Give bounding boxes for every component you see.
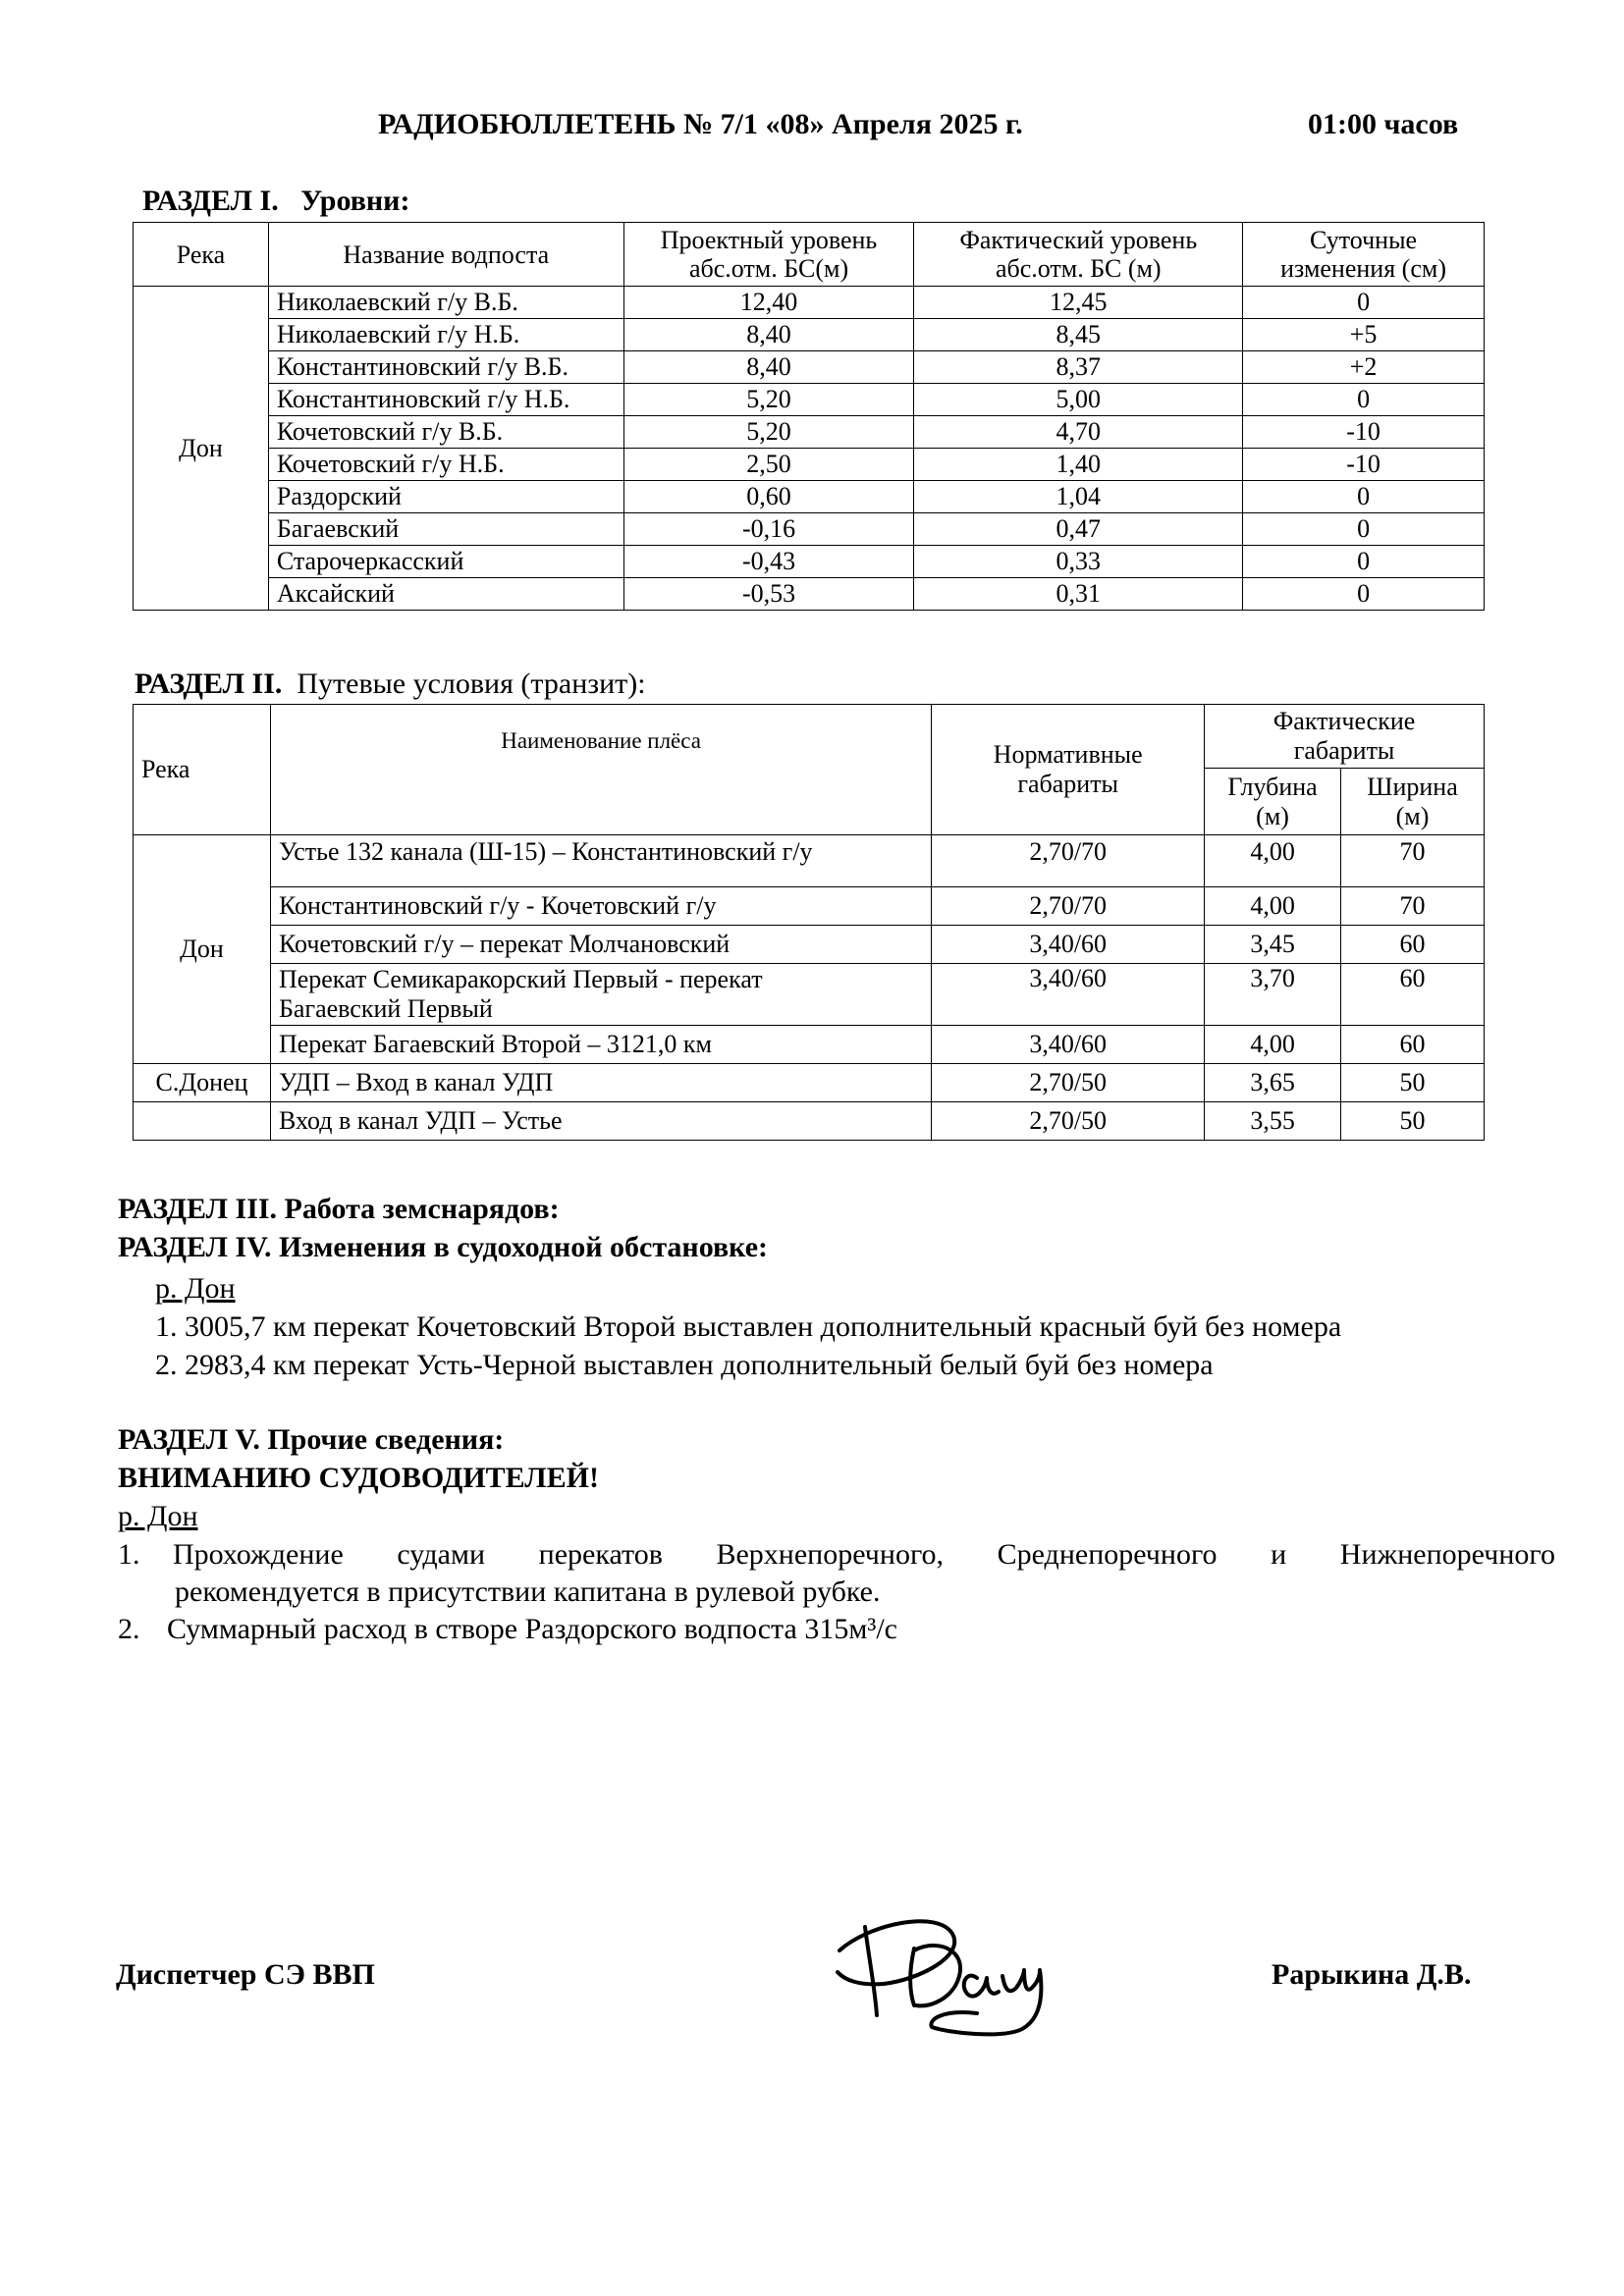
route-col-norm: Нормативные габариты bbox=[932, 705, 1205, 835]
actual-width: 50 bbox=[1341, 1064, 1485, 1102]
section5-item-1-num: 1. bbox=[118, 1538, 140, 1571]
daily-change: 0 bbox=[1243, 546, 1485, 578]
levels-col-station: Название водпоста bbox=[268, 223, 623, 287]
actual-width: 60 bbox=[1341, 1026, 1485, 1064]
table-row bbox=[134, 416, 1485, 449]
reach-name: Кочетовский г/у – перекат Молчановский bbox=[270, 926, 931, 964]
table-row bbox=[134, 1026, 1485, 1064]
table-row bbox=[134, 546, 1485, 578]
word: Среднепоречного bbox=[997, 1538, 1218, 1571]
word: Верхнепоречного, bbox=[716, 1538, 945, 1571]
bulletin-time: 01:00 часов bbox=[1308, 108, 1459, 140]
table-row bbox=[134, 578, 1485, 611]
actual-level: 1,40 bbox=[914, 449, 1243, 481]
handwritten-signature bbox=[830, 1890, 1085, 2047]
daily-change: +2 bbox=[1243, 351, 1485, 384]
design-level: -0,53 bbox=[623, 578, 914, 611]
table-row bbox=[134, 964, 1485, 1026]
daily-change: +5 bbox=[1243, 319, 1485, 351]
actual-level: 5,00 bbox=[914, 384, 1243, 416]
actual-width: 60 bbox=[1341, 926, 1485, 964]
reach-name: Вход в канал УДП – Устье bbox=[270, 1102, 931, 1141]
section5-river: р. Дон bbox=[118, 1500, 198, 1532]
route-river-donets: С.Донец bbox=[134, 1064, 271, 1102]
station-name: Кочетовский г/у В.Б. bbox=[268, 416, 623, 449]
section2-title: Путевые условия (транзит): bbox=[297, 667, 646, 700]
actual-width: 50 bbox=[1341, 1102, 1485, 1141]
norm-dimensions: 2,70/50 bbox=[932, 1102, 1205, 1141]
section4-heading: РАЗДЕЛ IV. Изменения в судоходной обстановке: bbox=[118, 1231, 769, 1263]
actual-depth: 4,00 bbox=[1205, 835, 1341, 887]
section1-label: РАЗДЕЛ I. bbox=[142, 185, 279, 217]
table-row bbox=[134, 481, 1485, 513]
station-name: Николаевский г/у В.Б. bbox=[268, 287, 623, 319]
table-row bbox=[134, 887, 1485, 926]
section4-item-1: 1. 3005,7 км перекат Кочетовский Второй выставлен дополнительный красный буй без номера bbox=[155, 1310, 1342, 1343]
norm-dimensions: 3,40/60 bbox=[932, 1026, 1205, 1064]
route-col-fact: Фактические габариты bbox=[1205, 705, 1485, 769]
signatory-position: Диспетчер СЭ ВВП bbox=[116, 1958, 375, 1991]
design-level: 5,20 bbox=[623, 416, 914, 449]
station-name: Константиновский г/у Н.Б. bbox=[268, 384, 623, 416]
daily-change: 0 bbox=[1243, 513, 1485, 546]
empty-river-cell bbox=[134, 1102, 271, 1141]
route-col-river: Река bbox=[134, 705, 271, 835]
section2-label: РАЗДЕЛ II. bbox=[135, 667, 283, 700]
design-level: 2,50 bbox=[623, 449, 914, 481]
section1-title: Уровни: bbox=[300, 185, 410, 217]
station-name: Кочетовский г/у Н.Б. bbox=[268, 449, 623, 481]
design-level: 8,40 bbox=[623, 351, 914, 384]
daily-change: 0 bbox=[1243, 384, 1485, 416]
design-level: -0,16 bbox=[623, 513, 914, 546]
station-name: Константиновский г/у В.Б. bbox=[268, 351, 623, 384]
reach-name: Перекат Семикаракорский Первый - перекат Багаевский Первый bbox=[270, 964, 931, 1026]
daily-change: -10 bbox=[1243, 416, 1485, 449]
actual-level: 0,31 bbox=[914, 578, 1243, 611]
signatory-name: Рарыкина Д.В. bbox=[1272, 1958, 1472, 1991]
table-row bbox=[134, 1102, 1485, 1141]
word: Нижнепоречного bbox=[1339, 1538, 1555, 1571]
actual-width: 70 bbox=[1341, 887, 1485, 926]
section5-item-2: Суммарный расход в створе Раздорского водпоста 315м³/с bbox=[167, 1613, 897, 1645]
actual-depth: 3,45 bbox=[1205, 926, 1341, 964]
section4-river: р. Дон bbox=[155, 1272, 236, 1305]
word: судами bbox=[397, 1538, 486, 1571]
norm-dimensions: 3,40/60 bbox=[932, 926, 1205, 964]
reach-name: УДП – Вход в канал УДП bbox=[270, 1064, 931, 1102]
route-col-width: Ширина (м) bbox=[1341, 769, 1485, 835]
table-row bbox=[134, 835, 1485, 887]
design-level: -0,43 bbox=[623, 546, 914, 578]
table-row bbox=[134, 319, 1485, 351]
route-header-row-1 bbox=[134, 705, 1485, 769]
section5-item-2-num: 2. bbox=[118, 1613, 140, 1645]
actual-depth: 3,70 bbox=[1205, 964, 1341, 1026]
table-row bbox=[134, 449, 1485, 481]
bulletin-title: РАДИОБЮЛЛЕТЕНЬ № 7/1 «08» Апреля 2025 г. bbox=[378, 108, 1023, 140]
table-row bbox=[134, 1064, 1485, 1102]
station-name: Николаевский г/у Н.Б. bbox=[268, 319, 623, 351]
actual-depth: 4,00 bbox=[1205, 887, 1341, 926]
section5-item-1-line2: рекомендуется в присутствии капитана в рулевой рубке. bbox=[175, 1575, 881, 1608]
actual-width: 70 bbox=[1341, 835, 1485, 887]
levels-table bbox=[133, 222, 1485, 611]
norm-dimensions: 2,70/70 bbox=[932, 835, 1205, 887]
daily-change: -10 bbox=[1243, 449, 1485, 481]
design-level: 12,40 bbox=[623, 287, 914, 319]
attention-heading: ВНИМАНИЮ СУДОВОДИТЕЛЕЙ! bbox=[118, 1462, 599, 1494]
route-col-depth: Глубина (м) bbox=[1205, 769, 1341, 835]
reach-name: Константиновский г/у - Кочетовский г/у bbox=[270, 887, 931, 926]
norm-dimensions: 3,40/60 bbox=[932, 964, 1205, 1026]
design-level: 0,60 bbox=[623, 481, 914, 513]
design-level: 8,40 bbox=[623, 319, 914, 351]
norm-dimensions: 2,70/70 bbox=[932, 887, 1205, 926]
table-row bbox=[134, 351, 1485, 384]
levels-col-design: Проектный уровень абс.отм. БС(м) bbox=[623, 223, 914, 287]
daily-change: 0 bbox=[1243, 481, 1485, 513]
daily-change: 0 bbox=[1243, 578, 1485, 611]
word: перекатов bbox=[538, 1538, 663, 1571]
section1-heading bbox=[142, 185, 409, 218]
table-row bbox=[134, 287, 1485, 319]
word: Прохождение bbox=[173, 1538, 344, 1571]
actual-level: 0,33 bbox=[914, 546, 1243, 578]
norm-dimensions: 2,70/50 bbox=[932, 1064, 1205, 1102]
station-name: Аксайский bbox=[268, 578, 623, 611]
levels-river-cell: Дон bbox=[134, 287, 269, 611]
station-name: Раздорский bbox=[268, 481, 623, 513]
section5-item-1-line1 bbox=[173, 1538, 1555, 1572]
reach-name: Устье 132 канала (Ш-15) – Константиновский г/у bbox=[270, 835, 931, 887]
actual-level: 8,45 bbox=[914, 319, 1243, 351]
actual-width: 60 bbox=[1341, 964, 1485, 1026]
section3-heading: РАЗДЕЛ III. Работа земснарядов: bbox=[118, 1193, 560, 1225]
levels-header-row bbox=[134, 223, 1485, 287]
table-row bbox=[134, 384, 1485, 416]
route-conditions-table bbox=[133, 704, 1485, 1141]
route-col-reach: Наименование плёса bbox=[270, 705, 931, 835]
levels-col-river: Река bbox=[134, 223, 269, 287]
actual-depth: 3,65 bbox=[1205, 1064, 1341, 1102]
daily-change: 0 bbox=[1243, 287, 1485, 319]
section5-heading: РАЗДЕЛ V. Прочие сведения: bbox=[118, 1423, 505, 1456]
design-level: 5,20 bbox=[623, 384, 914, 416]
actual-level: 4,70 bbox=[914, 416, 1243, 449]
levels-col-actual: Фактический уровень абс.отм. БС (м) bbox=[914, 223, 1243, 287]
actual-level: 12,45 bbox=[914, 287, 1243, 319]
word: и bbox=[1271, 1538, 1287, 1571]
actual-depth: 4,00 bbox=[1205, 1026, 1341, 1064]
table-row bbox=[134, 513, 1485, 546]
station-name: Багаевский bbox=[268, 513, 623, 546]
route-river-don: Дон bbox=[134, 835, 271, 1064]
levels-col-daily: Суточные изменения (см) bbox=[1243, 223, 1485, 287]
section2-heading bbox=[135, 667, 646, 701]
station-name: Старочеркасский bbox=[268, 546, 623, 578]
section4-item-2: 2. 2983,4 км перекат Усть-Черной выставлен дополнительный белый буй без номера bbox=[155, 1349, 1214, 1381]
actual-level: 0,47 bbox=[914, 513, 1243, 546]
actual-depth: 3,55 bbox=[1205, 1102, 1341, 1141]
actual-level: 8,37 bbox=[914, 351, 1243, 384]
reach-name: Перекат Багаевский Второй – 3121,0 км bbox=[270, 1026, 931, 1064]
actual-level: 1,04 bbox=[914, 481, 1243, 513]
table-row bbox=[134, 926, 1485, 964]
